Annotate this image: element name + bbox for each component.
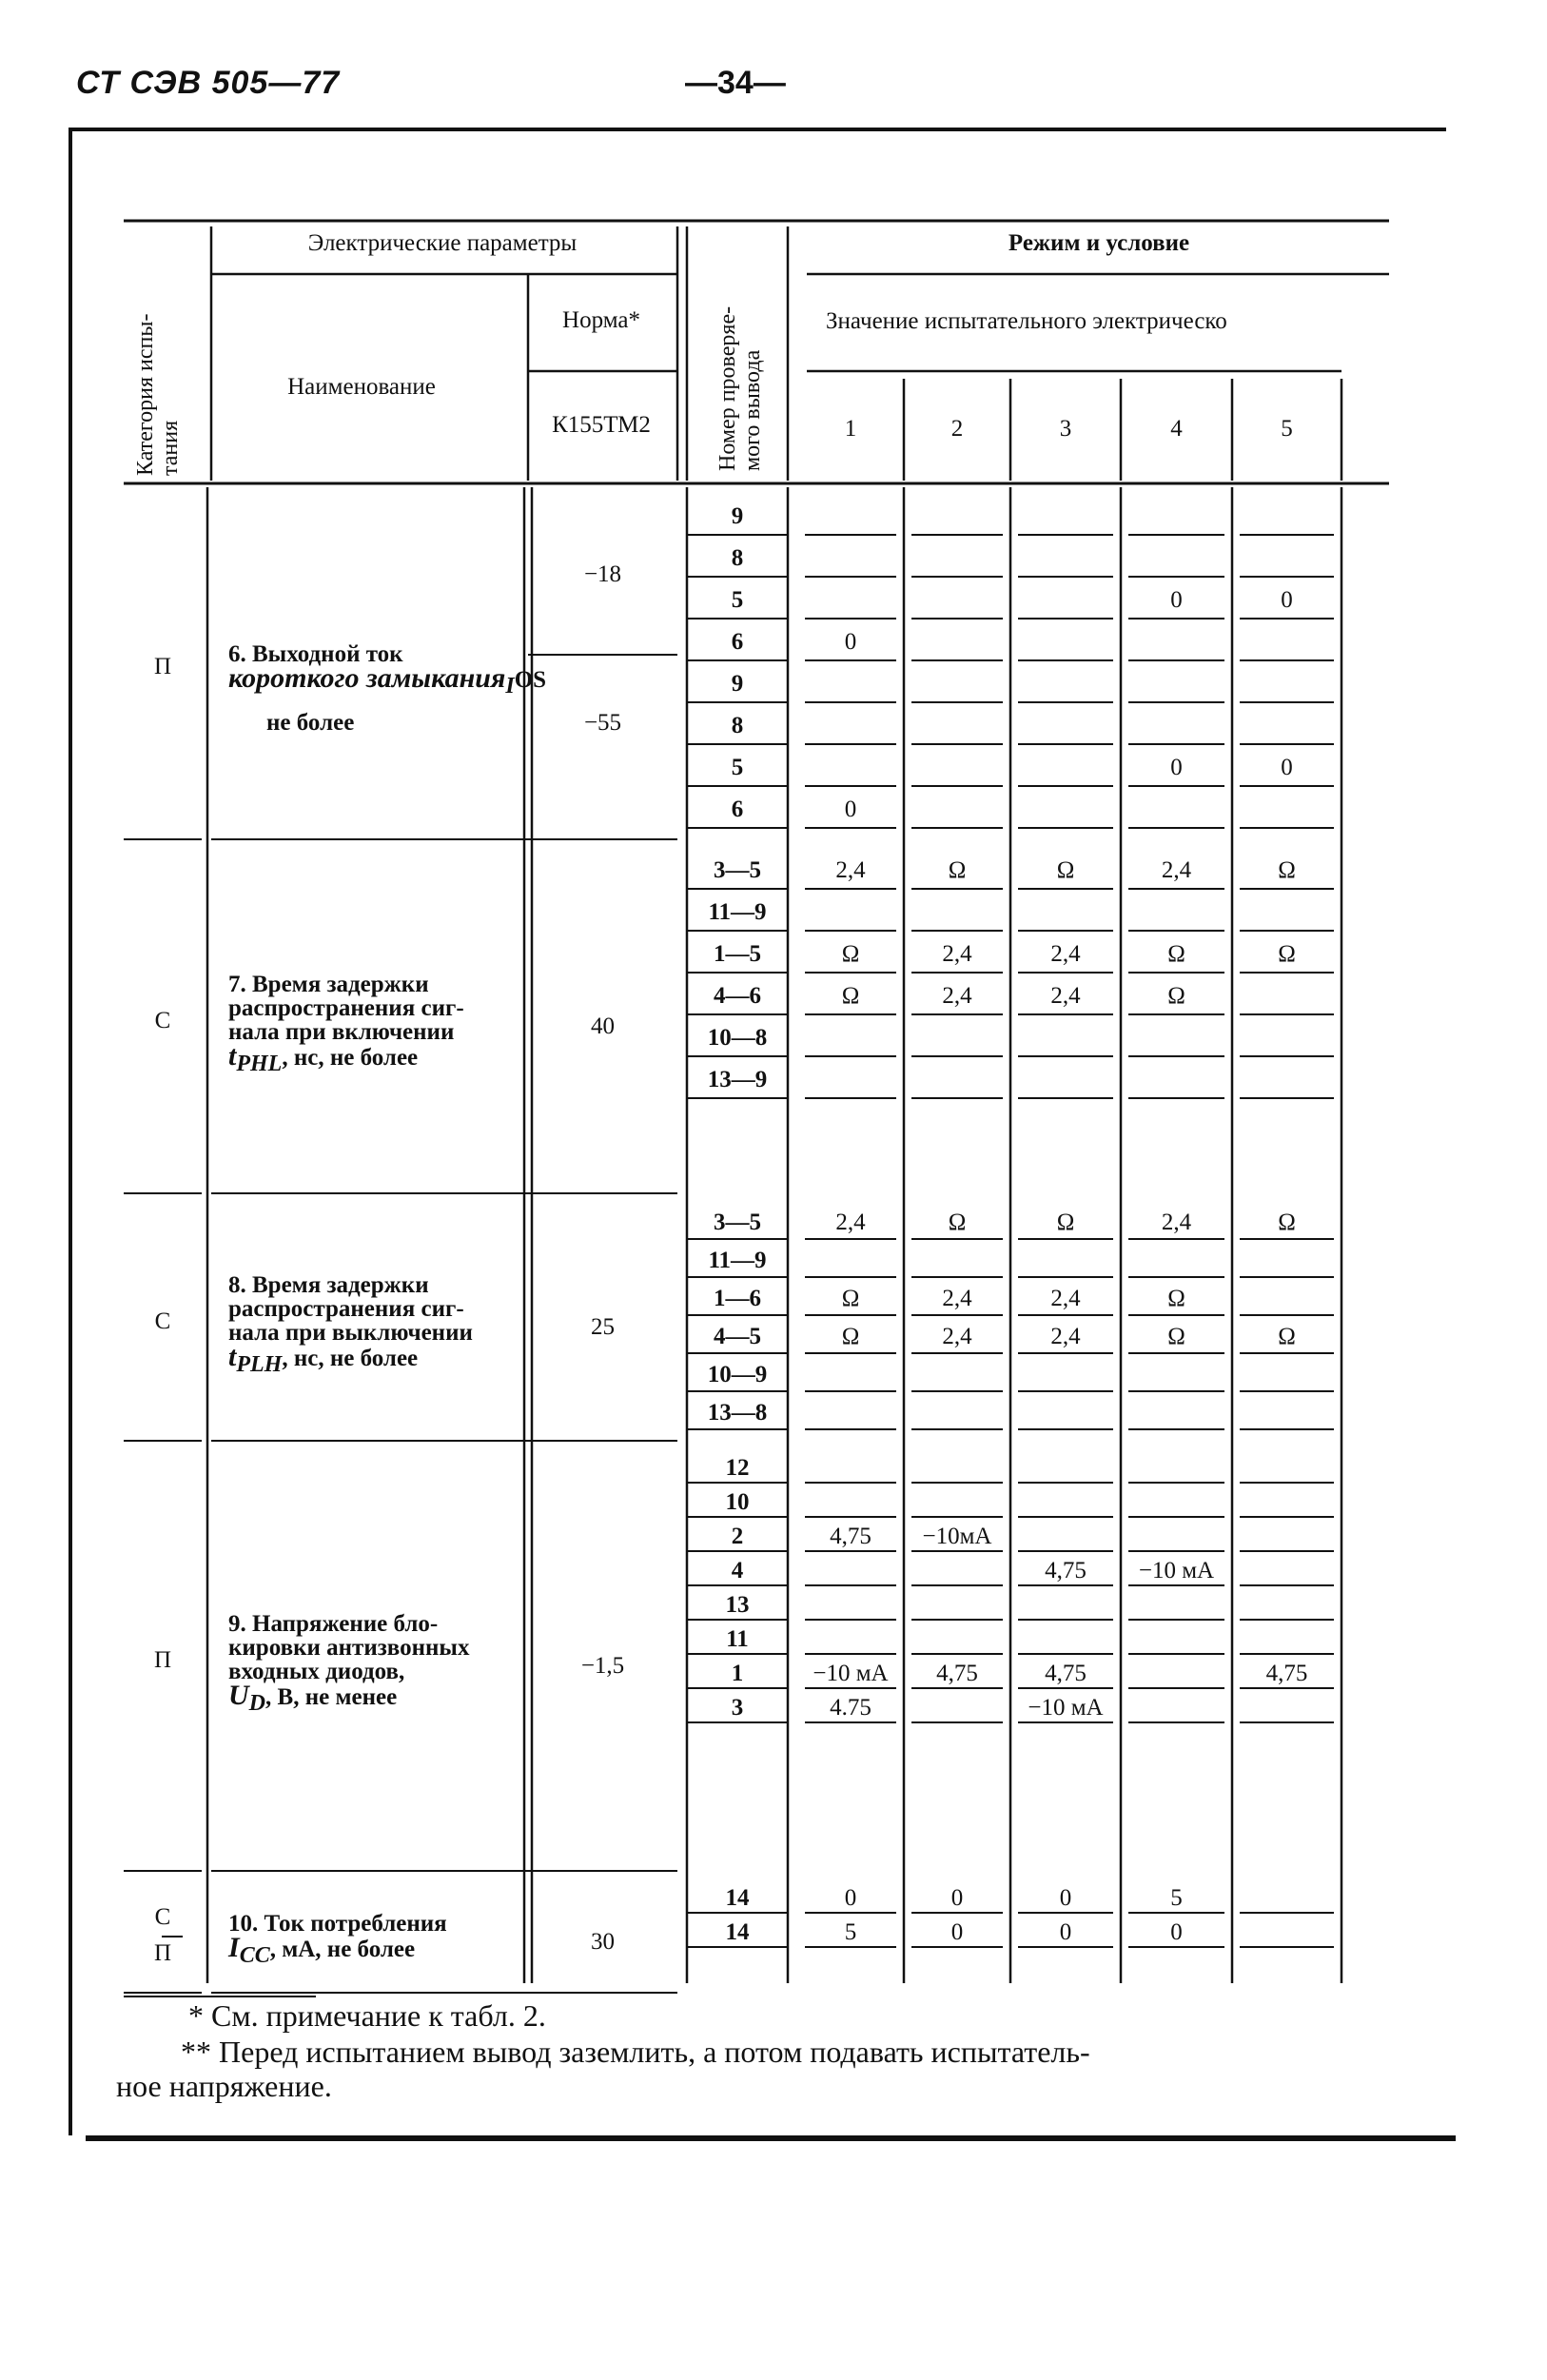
cell-value: 0 — [1170, 1919, 1183, 1945]
header-category — [133, 314, 183, 476]
symbol: I — [228, 1931, 240, 1963]
cell-value: 2,4 — [942, 1324, 972, 1349]
header-col-5: 5 — [1281, 416, 1293, 442]
category-label: П — [153, 1647, 172, 1673]
pin-number: 13—9 — [707, 1067, 768, 1092]
header-name: Наименование — [287, 374, 436, 400]
parameter-name-line: 10. Ток потребления — [228, 1910, 447, 1937]
header-norm: Норма* — [562, 307, 640, 333]
pin-number: 2 — [731, 1524, 744, 1549]
parameter-name-line: кировки антизвонных — [228, 1634, 470, 1661]
parameter-symbol-line — [228, 1340, 473, 1377]
bottom-rule — [86, 2135, 1456, 2141]
pin-number: 5 — [731, 755, 744, 780]
pin-number: 1—5 — [714, 941, 761, 967]
footnote-2: ** Перед испытанием вывод заземлить, а потом подавать испытатель- — [181, 2035, 1090, 2069]
header-norm-sub: К155ТМ2 — [552, 412, 651, 438]
standard-code: СТ СЭВ 505—77 — [76, 65, 341, 101]
parameter-symbol-line — [228, 1039, 464, 1076]
cell-value: Ω — [948, 857, 967, 883]
cell-value: 0 — [950, 1919, 964, 1945]
cell-value: 0 — [1281, 587, 1293, 613]
category-label-top: С — [154, 1904, 171, 1930]
pin-number: 11 — [726, 1626, 749, 1652]
pin-number: 10 — [725, 1489, 750, 1515]
cell-value: 2,4 — [1161, 1210, 1192, 1235]
cell-value: 4,75 — [936, 1661, 978, 1686]
parameter-name-line: входных диодов, — [228, 1658, 405, 1684]
cell-value: Ω — [1167, 1286, 1185, 1311]
pin-number: 9 — [731, 503, 744, 529]
cell-value: 4,75 — [1265, 1661, 1308, 1686]
page-number: —34— — [685, 65, 786, 101]
header-col-3: 3 — [1059, 416, 1072, 442]
pin-number: 6 — [731, 629, 744, 655]
pin-number: 4—5 — [714, 1324, 761, 1349]
symbol-subscript: PLH — [236, 1351, 283, 1377]
pin-number: 8 — [731, 713, 744, 738]
pin-number: 8 — [731, 545, 744, 571]
parameter-name — [228, 973, 464, 1076]
footnote-1: * См. примечание к табл. 2. — [188, 1998, 546, 2033]
symbol-suffix: , нс, не более — [282, 1345, 419, 1371]
cell-value: Ω — [1056, 1210, 1075, 1235]
pin-number: 3—5 — [714, 1210, 761, 1235]
header-col-4: 4 — [1170, 416, 1183, 442]
pin-number: 14 — [725, 1919, 750, 1945]
norm-value: 40 — [591, 1013, 615, 1039]
parameter-extra-label: не более — [266, 710, 355, 736]
symbol-subscript: PHL — [236, 1051, 283, 1076]
cell-value: Ω — [1167, 941, 1185, 967]
header-value: Значение испытательного электрическо — [826, 308, 1227, 334]
pin-number: 5 — [731, 587, 744, 613]
header-col-2: 2 — [950, 416, 964, 442]
cell-value: −10 мА — [1028, 1695, 1104, 1721]
pin-number: 4—6 — [714, 983, 761, 1009]
cell-value: 2,4 — [942, 941, 972, 967]
symbol-subscript: I — [505, 673, 515, 698]
category-label: С — [154, 1308, 171, 1334]
parameter-name-line: 9. Напряжение бло- — [228, 1610, 439, 1637]
pin-number: 9 — [731, 671, 744, 697]
norm-value: −18 — [583, 561, 622, 587]
symbol-suffix: OS — [514, 666, 547, 693]
cell-value: Ω — [1167, 1324, 1185, 1349]
parameter-name — [228, 642, 546, 698]
parameter-name — [228, 1273, 473, 1377]
pin-number: 10—8 — [707, 1025, 768, 1051]
cell-value: −10 мА — [1138, 1558, 1215, 1583]
header-pin-number — [715, 306, 765, 471]
cell-value: 0 — [844, 1885, 857, 1911]
symbol: U — [228, 1679, 249, 1711]
header-pin-line: мого вывода — [740, 349, 765, 471]
cell-value: 2,4 — [1161, 857, 1192, 883]
norm-value: 30 — [591, 1929, 615, 1955]
parameter-name-line: нала при выключении — [228, 1319, 473, 1346]
cell-value: 4,75 — [1045, 1661, 1087, 1686]
cell-value: Ω — [1278, 1210, 1296, 1235]
pin-number: 4 — [731, 1558, 744, 1583]
cell-value: Ω — [841, 941, 860, 967]
parameter-symbol-line — [228, 661, 547, 698]
pin-number: 3 — [731, 1695, 744, 1721]
header-col-1: 1 — [844, 416, 857, 442]
pin-number: 13 — [725, 1592, 750, 1618]
cell-value: Ω — [1278, 1324, 1296, 1349]
header-category-line: Категория испы- — [133, 313, 158, 476]
parameter-symbol-line — [228, 1679, 469, 1716]
norm-value: −55 — [583, 710, 622, 736]
norm-value: 25 — [591, 1314, 615, 1340]
cell-value: 2,4 — [1050, 1286, 1081, 1311]
cell-value: 0 — [1170, 755, 1183, 780]
header-pin-line: Номер проверяе- — [715, 305, 740, 471]
cell-value: 4,75 — [1045, 1558, 1087, 1583]
cell-value: Ω — [841, 983, 860, 1009]
cell-value: 0 — [844, 629, 857, 655]
symbol-subscript: CC — [239, 1942, 270, 1968]
cell-value: 2,4 — [942, 1286, 972, 1311]
parameter-symbol-line — [228, 1931, 447, 1968]
cell-value: 2,4 — [1050, 941, 1081, 967]
cell-value: 4.75 — [830, 1695, 871, 1721]
cell-value: 5 — [844, 1919, 857, 1945]
cell-value: 0 — [1059, 1885, 1072, 1911]
cell-value: Ω — [1056, 857, 1075, 883]
cell-value: 2,4 — [1050, 983, 1081, 1009]
header-electrical-params: Электрические параметры — [307, 230, 578, 256]
category-label-bottom: П — [153, 1940, 172, 1966]
symbol: t — [228, 1340, 237, 1372]
parameter-name-line: 7. Время задержки — [228, 971, 429, 997]
cell-value: −10 мА — [813, 1661, 889, 1686]
parameter-name-line: распространения сиг- — [228, 1295, 464, 1322]
cell-value: 2,4 — [942, 983, 972, 1009]
symbol: t — [228, 1039, 237, 1072]
cell-value: 2,4 — [835, 1210, 866, 1235]
cell-value: −10мА — [922, 1524, 992, 1549]
symbol-subscript: D — [248, 1690, 266, 1716]
pin-number: 6 — [731, 797, 744, 822]
cell-value: 2,4 — [1050, 1324, 1081, 1349]
norm-value: −1,5 — [580, 1653, 625, 1679]
cell-value: 4,75 — [830, 1524, 871, 1549]
header-category-line: тания — [158, 420, 183, 476]
cell-value: 5 — [1170, 1885, 1183, 1911]
cell-value: 0 — [844, 797, 857, 822]
cell-value: 0 — [950, 1885, 964, 1911]
pin-number: 10—9 — [707, 1362, 768, 1387]
symbol: короткого замыкания — [228, 661, 506, 694]
symbol-suffix: , В, не менее — [265, 1683, 398, 1710]
header-mode: Режим и условие — [1008, 230, 1190, 256]
cell-value: Ω — [948, 1210, 967, 1235]
parameter-name-line: 8. Время задержки — [228, 1271, 429, 1298]
pin-number: 11—9 — [708, 1248, 767, 1273]
cell-value: Ω — [841, 1286, 860, 1311]
parameter-name-line: распространения сиг- — [228, 994, 464, 1021]
pin-number: 3—5 — [714, 857, 761, 883]
symbol-suffix: , мА, не более — [269, 1936, 416, 1962]
cell-value: Ω — [1278, 941, 1296, 967]
cell-value: Ω — [1167, 983, 1185, 1009]
parameter-name — [228, 1912, 447, 1968]
parameter-name-line: нала при включении — [228, 1018, 455, 1045]
parameter-name — [228, 1612, 469, 1716]
cell-value: 0 — [1281, 755, 1293, 780]
cell-value: 0 — [1059, 1919, 1072, 1945]
cell-value: 2,4 — [835, 857, 866, 883]
category-label: С — [154, 1008, 171, 1033]
cell-value: Ω — [1278, 857, 1296, 883]
symbol-suffix: , нс, не более — [282, 1044, 419, 1071]
pin-number: 13—8 — [707, 1400, 768, 1426]
pin-number: 1—6 — [714, 1286, 761, 1311]
parameter-name-line: 6. Выходной ток — [228, 640, 403, 667]
pin-number: 11—9 — [708, 899, 767, 925]
footnote-3: ное напряжение. — [116, 2069, 332, 2103]
cell-value: Ω — [841, 1324, 860, 1349]
cell-value: 0 — [1170, 587, 1183, 613]
pin-number: 1 — [731, 1661, 744, 1686]
pin-number: 12 — [725, 1455, 750, 1481]
pin-number: 14 — [725, 1885, 750, 1911]
category-label: П — [153, 654, 172, 679]
